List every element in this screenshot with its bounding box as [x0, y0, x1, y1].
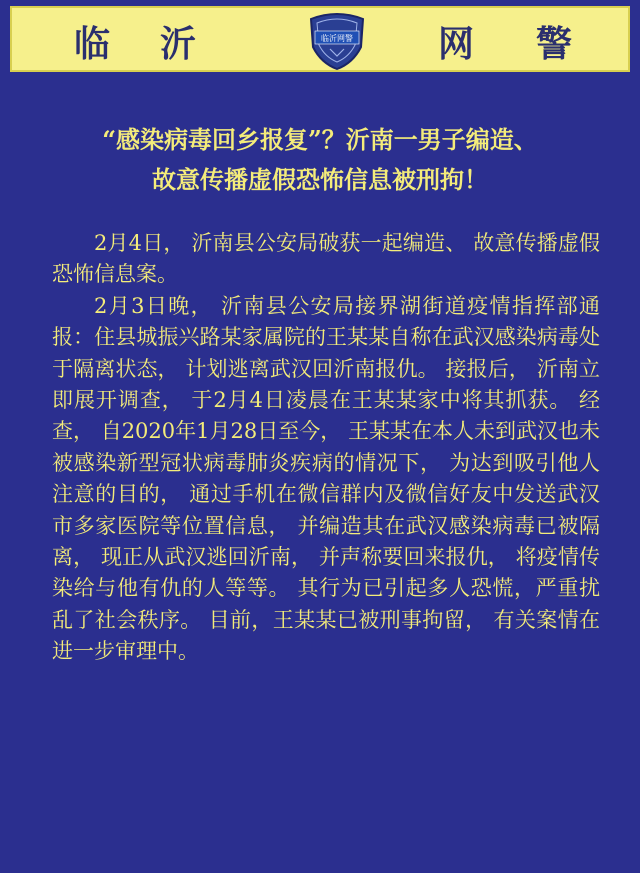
headline-line-2: 故意传播虚假恐怖信息被刑拘！	[152, 165, 488, 194]
article-body	[52, 228, 600, 668]
banner-char-yi: 沂	[160, 23, 197, 65]
banner-char-jing: 警	[536, 23, 573, 65]
banner-char-lin: 临	[74, 23, 111, 65]
banner-char-wang: 网	[438, 23, 475, 65]
paragraph-2: 2月3日晚， 沂南县公安局接界湖街道疫情指挥部通报：住县城振兴路某家属院的王某某自称在武汉感染病毒处于隔离状态， 计划逃离武汉回沂南报仇。 接报后， 沂南立即展开调查， 于2月4日凌晨在王某某家中将其抓获。 经查， 自2020年1月28日至今， 王某某在本人未到武汉也未被感染新型冠状病毒肺炎疾病的情况下， 为达到吸引他人注意的目的， 通过手机在微信群内及微信好友中发送武汉市多家医院等位置信息， 并编造其在武汉感染病毒已被隔离， 现正从武汉逃回沂南， 并声称要回来报仇， 将疫情传染给与他有仇的人等等。 其行为已引起多人恐慌，严重扰乱了社会秩序。 目前，王某某已被刑事拘留， 有关案情在进一步审理中。	[52, 293, 600, 664]
paragraph-1: 2月4日， 沂南县公安局破获一起编造、 故意传播虚假恐怖信息案。	[52, 231, 600, 287]
article-headline	[0, 120, 640, 200]
header-banner	[10, 6, 630, 72]
headline-line-1: “感染病毒回乡报复”？沂南一男子编造、	[102, 125, 538, 154]
police-badge-icon	[303, 9, 371, 71]
badge-label: 临沂网警	[321, 34, 353, 43]
